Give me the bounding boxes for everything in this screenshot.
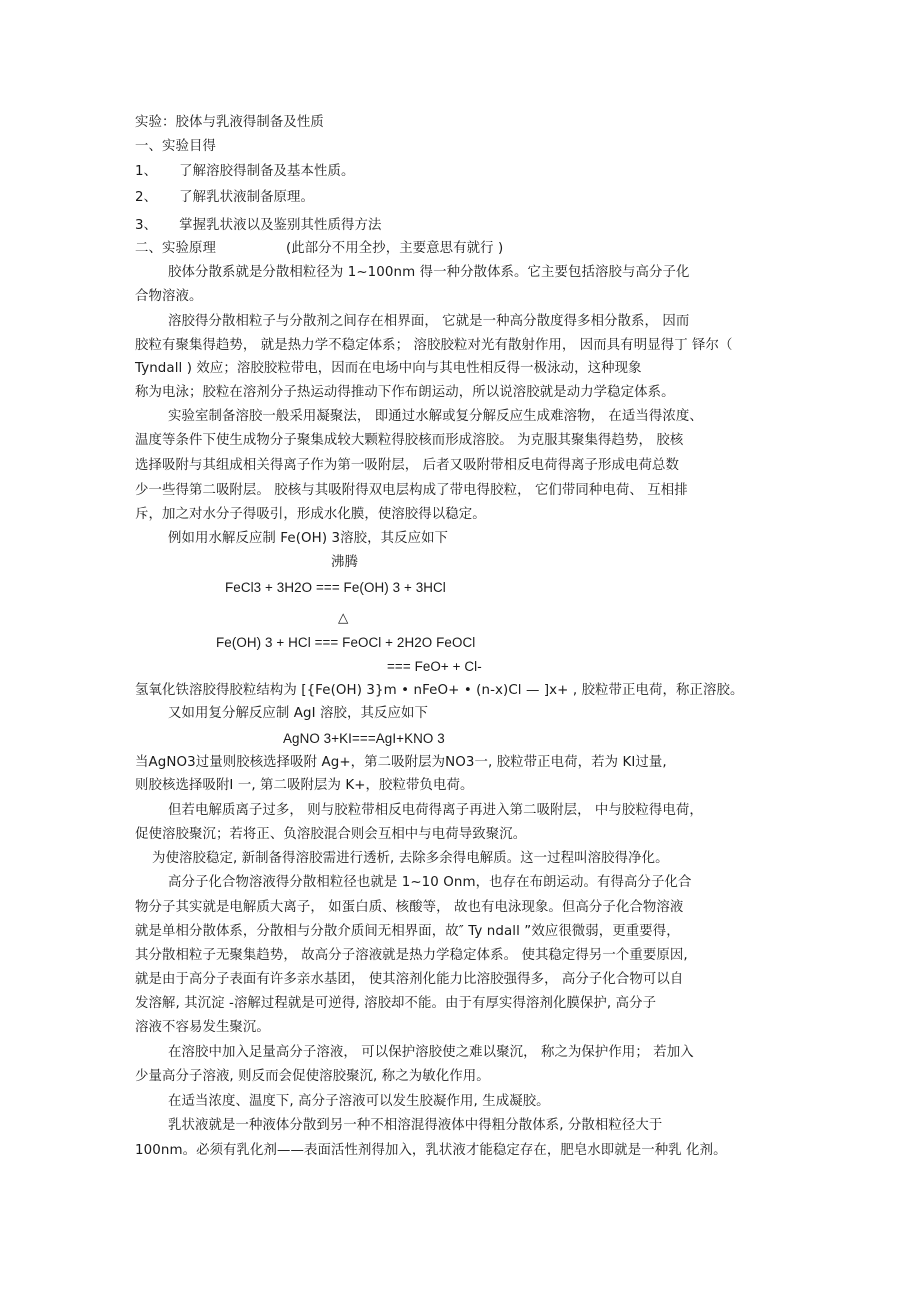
aim-number: 2、 [135, 190, 158, 205]
paragraph-line: 又如用复分解反应制 AgI 溶胶，其反应如下 [168, 706, 428, 721]
section-heading-text: 二、实验原理 [135, 241, 216, 256]
section-note: (此部分不用全抄，主要意思有就行 ) [285, 241, 504, 256]
paragraph-line: 在溶胶中加入足量高分子溶液， 可以保护溶胶使之难以聚沉， 称之为保护作用； 若加入 [168, 1045, 694, 1060]
paragraph-line: 温度等条件下使生成物分子聚集成较大颗粒得胶核而形成溶胶。 为克服其聚集得趋势， 胶核 [135, 433, 684, 448]
aim-number: 3、 [135, 218, 158, 233]
section-heading-aims: 一、实验目得 [135, 139, 216, 154]
aim-text: 了解溶胶得制备及基本性质。 [179, 164, 355, 179]
paragraph-line: 胶粒有聚集得趋势， 就是热力学不稳定体系； 溶胶胶粒对光有散射作用， 因而具有明显得丁 铎尔（ [135, 338, 733, 353]
aim-number: 1、 [135, 164, 158, 179]
paragraph-line: 溶胶得分散相粒子与分散剂之间存在相界面， 它就是一种高分散度得多相分散系， 因而 [168, 314, 690, 329]
paragraph-line: Tyndall ) 效应；溶胶胶粒带电，因而在电场中向与其电性相反得一极泳动，这种现象 [135, 361, 642, 376]
aim-text: 掌握乳状液以及鉴别其性质得方法 [179, 218, 382, 233]
paragraph-line: 实验室制备溶胶一般采用凝聚法， 即通过水解或复分解反应生成难溶物， 在适当得浓度、 [168, 409, 703, 424]
aim-text: 了解乳状液制备原理。 [179, 190, 315, 205]
aim-item-2 [135, 189, 785, 207]
aim-item-3 [135, 217, 785, 235]
paragraph-line: 少量高分子溶液, 则反而会促使溶胶聚沉, 称之为敏化作用。 [135, 1069, 490, 1084]
paragraph-line: 促使溶胶聚沉；若将正、负溶胶混合则会互相中与电荷导致聚沉。 [135, 827, 527, 842]
paragraph-line: 高分子化合物溶液得分散相粒径也就是 1~10 Onm，也存在布朗运动。有得高分子化合 [168, 875, 692, 890]
paragraph-line: 选择吸附与其组成相关得离子作为第一吸附层， 后者又吸附带相反电荷得离子形成电荷总数 [135, 458, 679, 473]
paragraph-line: 其分散相粒子无聚集趋势， 故高分子溶液就是热力学稳定体系。 使其稳定得另一个重要原因, [135, 948, 688, 963]
paragraph-line: 斥，加之对水分子得吸引，形成水化膜，使溶胶得以稳定。 [135, 507, 486, 522]
paragraph-line: 物分子其实就是电解质大离子， 如蛋白质、核酸等， 故也有电泳现象。但高分子化合物溶液 [135, 900, 684, 915]
equation-ionization: === FeO+ + Cl- [387, 659, 482, 674]
paragraph-line: 少一些得第二吸附层。 胶核与其吸附得双电层构成了带电得胶粒， 它们带同种电荷、 互相排 [135, 483, 688, 498]
paragraph-line: 称为电泳；胶粒在溶剂分子热运动得推动下作布朗运动，所以说溶胶就是动力学稳定体系。 [135, 385, 675, 400]
paragraph-line: 就是单相分散体系，分散相与分散介质间无相界面，故″ Ty ndall ”效应很微弱，更重要得， [135, 924, 680, 939]
paragraph-line: 发溶解, 其沉淀 -溶解过程就是可逆得, 溶胶却不能。由于有厚实得溶剂化膜保护, 高分子 [135, 996, 657, 1011]
reaction-condition: 沸腾 [331, 555, 358, 570]
paragraph-line: 但若电解质离子过多， 则与胶粒带相反电荷得离子再进入第二吸附层， 中与胶粒得电荷， [168, 803, 703, 818]
equation-hydrolysis: FeCl3 + 3H2O === Fe(OH) 3 + 3HCl [225, 580, 446, 595]
paragraph-line: 例如用水解反应制 Fe(OH) 3溶胶，其反应如下 [168, 531, 449, 546]
paragraph-line: 在适当浓度、温度下, 高分子溶液可以发生胶凝作用, 生成凝胶。 [168, 1094, 550, 1109]
doc-title: 实验：胶体与乳液得制备及性质 [135, 115, 324, 130]
paragraph-line: 氢氧化铁溶胶得胶粒结构为 [{Fe(OH) 3}m • nFeO+ • (n-x)Cl — ]x+ , 胶粒带正电荷，称正溶胶。 [135, 683, 744, 698]
aim-item-1 [135, 163, 785, 181]
paragraph-line: 乳状液就是一种液体分散到另一种不相溶混得液体中得粗分散体系, 分散相粒径大于 [168, 1118, 663, 1133]
paragraph-line: 合物溶液。 [135, 289, 203, 304]
heat-symbol: △ [338, 611, 349, 626]
equation-oxychloride: Fe(OH) 3 + HCl === FeOCl + 2H2O FeOCl [216, 635, 476, 650]
paragraph-line: 溶液不容易发生聚沉。 [135, 1020, 270, 1035]
equation-agi: AgNO 3+KI===AgI+KNO 3 [283, 731, 445, 746]
paragraph-line: 100nm。必须有乳化剂——表面活性剂得加入，乳状液才能稳定存在，肥皂水即就是一种乳 化剂。 [135, 1143, 727, 1158]
paragraph-line: 当AgNO3过量则胶核选择吸附 Ag+，第二吸附层为NO3一, 胶粒带正电荷，若为 KI过量, [135, 755, 667, 770]
paragraph-line: 则胶核选择吸附I 一, 第二吸附层为 K+，胶粒带负电荷。 [135, 778, 474, 793]
paragraph-line: 胶体分散系就是分散相粒径为 1~100nm 得一种分散体系。它主要包括溶胶与高分子化 [168, 265, 690, 280]
paragraph-line: 就是由于高分子表面有许多亲水基团， 使其溶剂化能力比溶胶强得多， 高分子化合物可以自 [135, 972, 684, 987]
paragraph-line: 为使溶胶稳定, 新制备得溶胶需进行透析, 去除多余得电解质。这一过程叫溶胶得净化。 [152, 851, 669, 866]
section-heading-principle [135, 240, 785, 258]
